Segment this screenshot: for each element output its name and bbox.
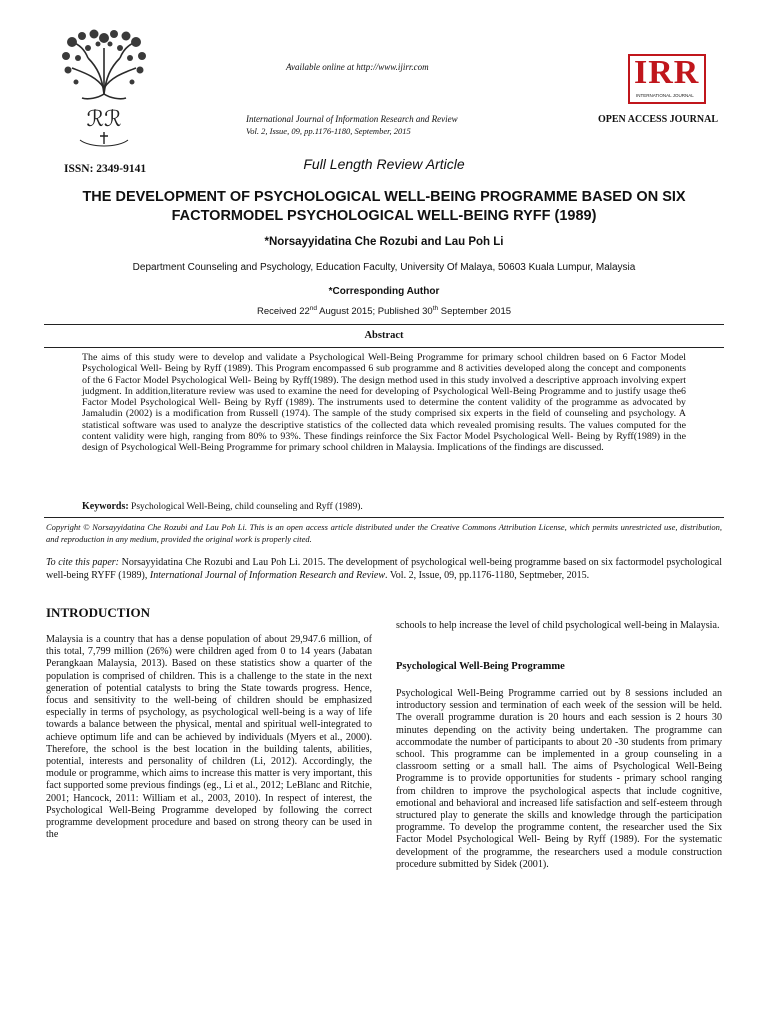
citation-journal: International Journal of Information Research and Review bbox=[149, 569, 386, 581]
pwb-text: Psychological Well-Being Programme carried out by 8 sessions included an introductory session and termination of each week of the session will be held. The overall programme duration is 20 hours and each session is 2 hours 30 minutes depending on the activity being undertaken. The programme can accommodate the number of participants to about 20 -30 students from primary school. This programme can be implemented in a group counseling in a classroom setting or a small hall. The aims of Psychological Well-Being Programme is to provide opportunities for students - primary school ranging from children to improve the psychological aspects that include cognitive, emotional and behavioral and increased life satisfaction and self-esteem through structured play to generate the skills and knowledge through the participation programme. To develop the programme content, the researcher used the Six Factor Model Psychological Well- Being by Ryff (1989). For the systematic development of the programme, the researchers used a module construction procedure submitted by Sidek (2001). bbox=[396, 688, 722, 870]
keywords-text: Psychological Well-Being, child counseling and Ryff (1989). bbox=[128, 502, 363, 512]
citation bbox=[46, 557, 722, 582]
received-pre: Received 22 bbox=[256, 306, 310, 317]
article-type: Full Length Review Article bbox=[303, 156, 465, 172]
open-access-label: OPEN ACCESS JOURNAL bbox=[598, 114, 719, 125]
received-mid: August 2015; Published 30 bbox=[317, 306, 433, 317]
divider bbox=[44, 324, 724, 325]
irr-logo bbox=[628, 54, 706, 106]
introduction-heading: INTRODUCTION bbox=[46, 605, 151, 620]
pwb-heading: Psychological Well-Being Programme bbox=[396, 661, 565, 672]
keywords bbox=[82, 501, 686, 512]
keywords-label: Keywords: bbox=[82, 501, 129, 512]
journal-tree-logo bbox=[58, 28, 150, 152]
published-sup: th bbox=[432, 305, 439, 312]
affiliation: Department Counseling and Psychology, Education Faculty, University Of Malaya, 50603 Kuala Lumpur, Malaysia bbox=[132, 262, 636, 273]
received-dates bbox=[0, 305, 768, 317]
copyright-notice: Copyright © Norsayyidatina Che Rozubi and Lau Poh Li. This is an open access article distributed under the Creative Commons Attribution License, which permits unrestricted use, distribution, and reproduction in any medium, provided the original work is properly cited. bbox=[46, 522, 722, 544]
irr-logo-text: IRR bbox=[634, 54, 700, 91]
divider bbox=[44, 517, 724, 518]
abstract-text: The aims of this study were to develop and validate a Psychological Well-Being Programme for primary school children based on 6 Factor Model Psychological Well- Being by Ryff (1989). This Program encompassed 6 sub programme and 8 activities developed along the concept and components of the 6 Factor Model Psychological Well- Being by Ryff(1989). The design method used in this study involved a descriptive approach involving expert judgment. In addition,literature review was used to examine the need for developing of Psychological Well-Being Programme and to justify usage the6 Factor Model Psychological Well- Being by Ryff (1989). The instruments used to determine the content validity of the programme as advocated by Jamaludin (2002) is a modification from Russell (1974). The sample of the study comprised six experts in the field of counseling and psychology. A statistical software was used to analyze the descriptive statistics of the collected data which revealed promising results. The values computed for the content validity were high, ranging from 80% to 93%. These findings reinforce the Six Factor Model Psychological Well- Being by Ryff(1989) in the design of Psychological Well-Being Programme for primary school children in Malaysia. Implications of the findings are discussed. bbox=[82, 352, 686, 454]
journal-name: International Journal of Information Research and Review bbox=[246, 114, 458, 124]
corresponding-author: *Corresponding Author bbox=[328, 286, 440, 297]
authors: *Norsayyidatina Che Rozubi and Lau Poh Li bbox=[264, 236, 504, 248]
svg-text:ℛℛ: ℛℛ bbox=[86, 107, 122, 132]
received-sup: nd bbox=[309, 305, 318, 312]
issn: ISSN: 2349-9141 bbox=[64, 163, 147, 175]
irr-logo-sub: INTERNATIONAL JOURNAL bbox=[636, 93, 694, 98]
abstract-heading: Abstract bbox=[364, 330, 404, 341]
volume-info: Vol. 2, Issue, 09, pp.1176-1180, September, 2015 bbox=[246, 126, 411, 136]
citation-text-a: Norsayyidatina Che Rozubi and Lau Poh Li. 2015. The development of psychological well-being programme based on six factormodel psychological well-being RYFF (1989), bbox=[46, 557, 723, 581]
available-online: Available online at http://www.ijirr.com bbox=[286, 62, 429, 72]
citation-label: To cite this paper: bbox=[46, 557, 119, 568]
paper-title: THE DEVELOPMENT OF PSYCHOLOGICAL WELL-BEING PROGRAMME BASED ON SIX FACTORMODEL PSYCHOLOGICAL WELL-BEING RYFF (1989) bbox=[82, 189, 686, 224]
divider bbox=[44, 347, 724, 348]
citation-text-b: . Vol. 2, Issue, 09, pp.1176-1180, Septmeber, 2015. bbox=[385, 569, 590, 581]
received-post: September 2015 bbox=[438, 306, 512, 317]
introduction-text-right: schools to help increase the level of child psychological well-being in Malaysia. bbox=[396, 620, 720, 631]
introduction-text-left: Malaysia is a country that has a dense population of about 29,947.6 million, of this total, 7,799 million (26%) were children aged from 0 to 14 years (Jabatan Perangkaan Malaysia, 2013). Based on these statistics show a quarter of the population is comprised of children. This is a challenge to the state in the next generation of potential catalysts to bring the State towards progress. Hence, focus and sensitivity to the well-being of children should be emphasized especially in terms of psychology, as psychological well-being is a way of life towards a balance between the physical, mental and spiritual well-integrated to achieve optimum life and can be achieved by individuals (Myers et al., 2000). Therefore, the school is the best location in the building talents, abilities, potential, interests and personality of children (Li, 2012). Accordingly, the module or programme, which aims to increase this matter is very important, this fact supported some previous findings (eg., Li et al., 2012; LeBlanc and Ritchie, 2001; Hancock, 2011: William et al., 2003, 2010). In respect of interest, the Psychological Well-Being Programme developed by following the correct programme development procedure and based on strong theory can be used in the bbox=[46, 634, 372, 841]
